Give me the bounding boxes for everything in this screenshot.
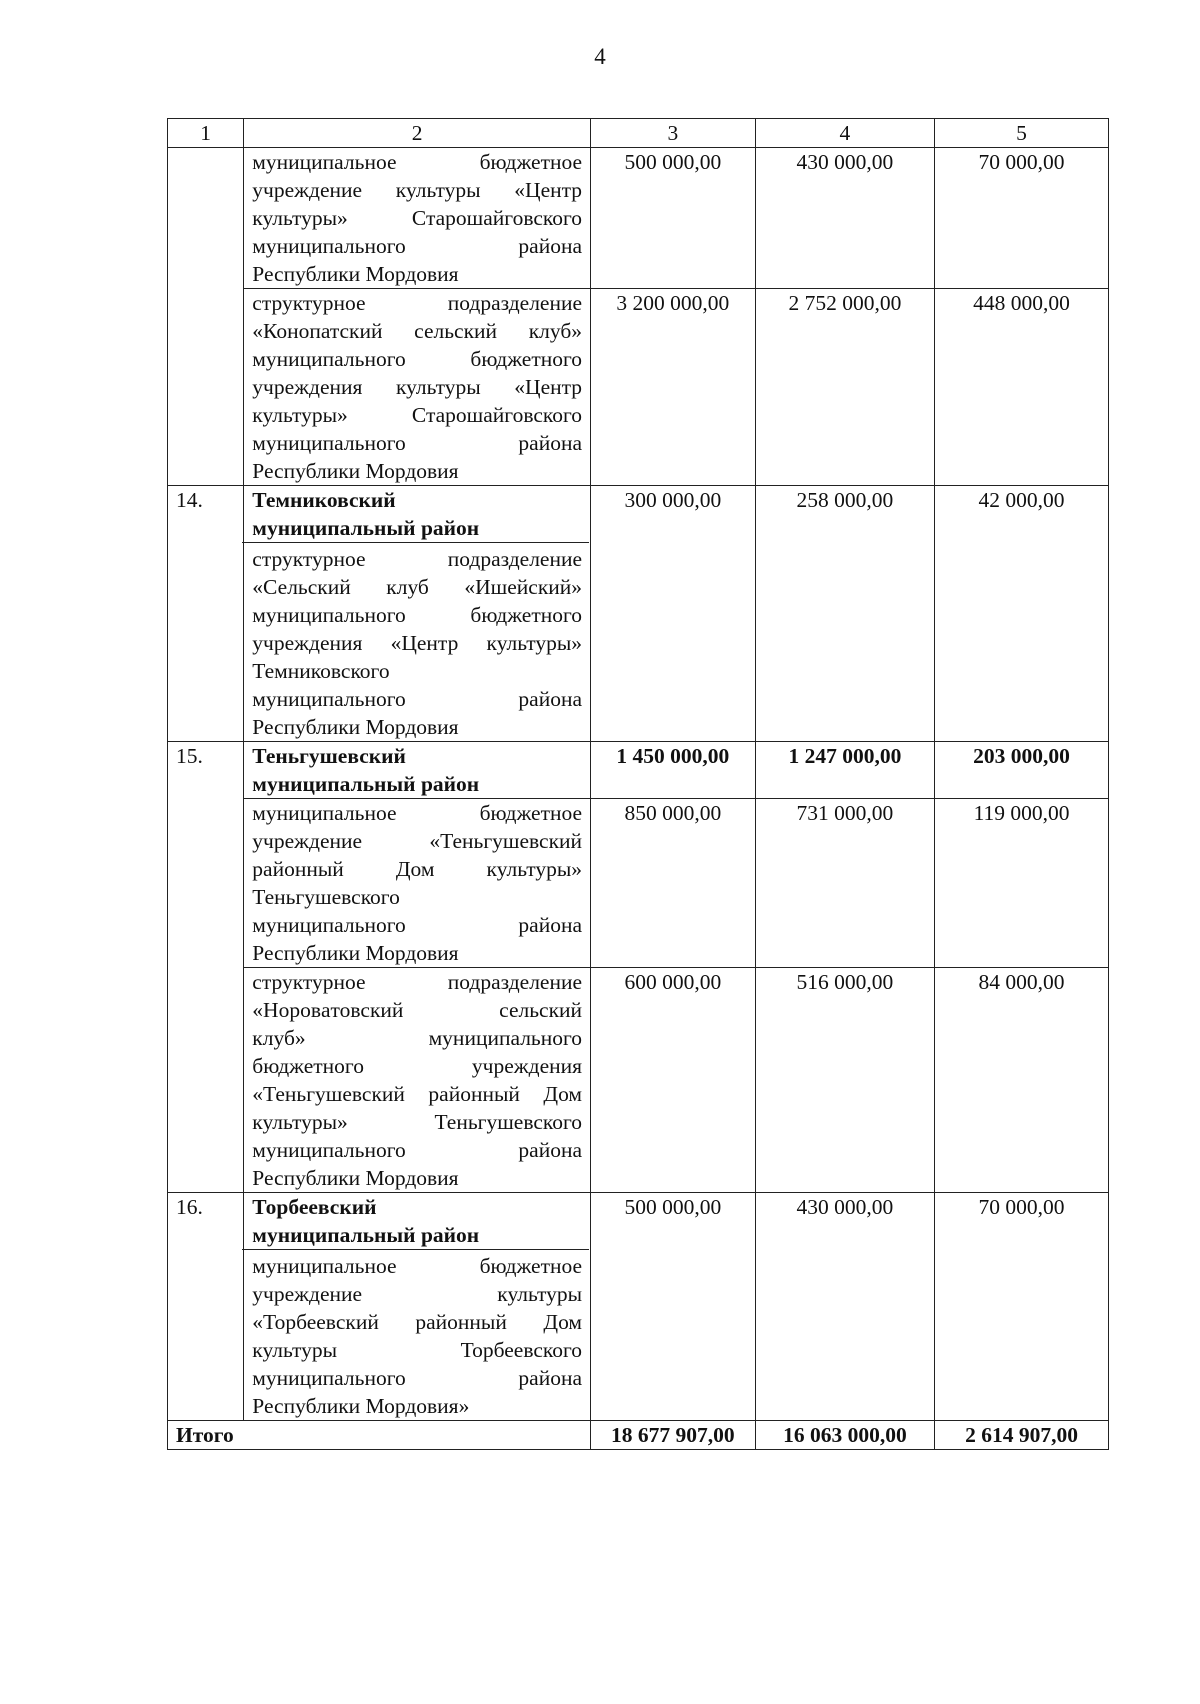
name-line: муниципального района [252, 687, 583, 711]
name-line: учреждение культуры «Центр [252, 178, 583, 202]
total-col5: 2 614 907,00 [935, 1421, 1109, 1450]
amount-col4: 430 000,00 [755, 148, 934, 289]
name-line: Республики Мордовия [252, 715, 459, 739]
name-line: Республики Мордовия [252, 459, 459, 483]
amount-col3: 600 000,00 [591, 968, 756, 1193]
institution-name [252, 543, 582, 741]
table-row [168, 742, 1109, 799]
amount-col4: 258 000,00 [755, 486, 934, 742]
row-number-cell: 14. [168, 486, 244, 742]
amount-col5: 203 000,00 [935, 742, 1109, 799]
header-col-2: 2 [244, 119, 591, 148]
district-line: муниципальный район [252, 516, 480, 540]
amount-col3: 3 200 000,00 [591, 289, 756, 486]
amount-col4: 430 000,00 [755, 1193, 934, 1421]
amount-col3: 300 000,00 [591, 486, 756, 742]
row-number-cell [168, 148, 244, 486]
institution-cell [244, 486, 591, 742]
name-line: культуры» Старошайговского [252, 403, 583, 427]
name-line: Темниковского [252, 659, 390, 683]
amount-col5: 119 000,00 [935, 799, 1109, 968]
table-row [168, 486, 1109, 742]
amount-col3: 850 000,00 [591, 799, 756, 968]
name-line: структурное подразделение [252, 547, 583, 571]
header-col-3: 3 [591, 119, 756, 148]
name-line: Теньгушевского [252, 885, 400, 909]
row-number-cell: 16. [168, 1193, 244, 1421]
name-line: муниципального района [252, 913, 583, 937]
name-line: Республики Мордовия» [252, 1394, 470, 1418]
total-row [168, 1421, 1109, 1450]
amount-col3: 500 000,00 [591, 148, 756, 289]
name-line: муниципального района [252, 234, 583, 258]
amount-col5: 448 000,00 [935, 289, 1109, 486]
name-line: «Сельский клуб «Ишейский» [252, 575, 583, 599]
district-line: Темниковский [252, 488, 396, 512]
table-row [168, 799, 1109, 968]
header-col-5: 5 [935, 119, 1109, 148]
district-name [242, 486, 589, 543]
name-line: «Конопатский сельский клуб» [252, 319, 583, 343]
name-line: муниципального района [252, 431, 583, 455]
name-line: муниципального бюджетного [252, 347, 583, 371]
institution-cell [244, 799, 591, 968]
amount-col3: 500 000,00 [591, 1193, 756, 1421]
name-line: муниципального района [252, 1138, 583, 1162]
amount-col5: 42 000,00 [935, 486, 1109, 742]
name-line: культуры» Теньгушевского [252, 1110, 583, 1134]
name-line: муниципальное бюджетное [252, 801, 583, 825]
name-line: Республики Мордовия [252, 941, 459, 965]
table-row [168, 968, 1109, 1193]
name-line: муниципального бюджетного [252, 603, 583, 627]
name-line: «Теньгушевский районный Дом [252, 1082, 583, 1106]
total-label: Итого [168, 1421, 591, 1450]
total-col4: 16 063 000,00 [755, 1421, 934, 1450]
header-col-1: 1 [168, 119, 244, 148]
name-line: муниципальное бюджетное [252, 1254, 583, 1278]
name-line: муниципального района [252, 1366, 583, 1390]
amount-col4: 2 752 000,00 [755, 289, 934, 486]
name-line: муниципальное бюджетное [252, 150, 583, 174]
name-line: культуры Торбеевского [252, 1338, 583, 1362]
name-line: учреждение культуры [252, 1282, 583, 1306]
name-line: культуры» Старошайговского [252, 206, 583, 230]
name-line: учреждения культуры «Центр [252, 375, 583, 399]
institution-name [252, 1250, 582, 1420]
header-col-4: 4 [755, 119, 934, 148]
amount-col5: 84 000,00 [935, 968, 1109, 1193]
district-name [244, 742, 591, 799]
amount-col4: 516 000,00 [755, 968, 934, 1193]
name-line: районный Дом культуры» [252, 857, 583, 881]
name-line: Республики Мордовия [252, 1166, 459, 1190]
amount-col4: 731 000,00 [755, 799, 934, 968]
name-line: учреждение «Теньгушевский [252, 829, 583, 853]
name-line: бюджетного учреждения [252, 1054, 583, 1078]
district-line: муниципальный район [252, 772, 480, 796]
amount-col4: 1 247 000,00 [755, 742, 934, 799]
name-line: Республики Мордовия [252, 262, 459, 286]
amount-col5: 70 000,00 [935, 1193, 1109, 1421]
page-number: 4 [594, 44, 606, 69]
table-row [168, 148, 1109, 289]
table-row [168, 289, 1109, 486]
amount-col5: 70 000,00 [935, 148, 1109, 289]
name-line: «Норовaтовский сельский [252, 998, 583, 1022]
institution-cell [244, 289, 591, 486]
name-line: учреждения «Центр культуры» [252, 631, 583, 655]
name-line: «Торбеевский районный Дом [252, 1310, 583, 1334]
district-line: муниципальный район [252, 1223, 480, 1247]
row-number-cell: 15. [168, 742, 244, 1193]
institution-cell [244, 1193, 591, 1421]
institution-cell [244, 968, 591, 1193]
name-line: клуб» муниципального [252, 1026, 583, 1050]
district-line: Теньгушевский [252, 744, 406, 768]
total-col3: 18 677 907,00 [591, 1421, 756, 1450]
institution-cell [244, 148, 591, 289]
district-name [242, 1193, 589, 1250]
amount-col3: 1 450 000,00 [591, 742, 756, 799]
name-line: структурное подразделение [252, 970, 583, 994]
name-line: структурное подразделение [252, 291, 583, 315]
district-line: Торбеевский [252, 1195, 377, 1219]
table-header-row [168, 119, 1109, 148]
budget-table [167, 118, 1109, 1450]
table-row [168, 1193, 1109, 1421]
